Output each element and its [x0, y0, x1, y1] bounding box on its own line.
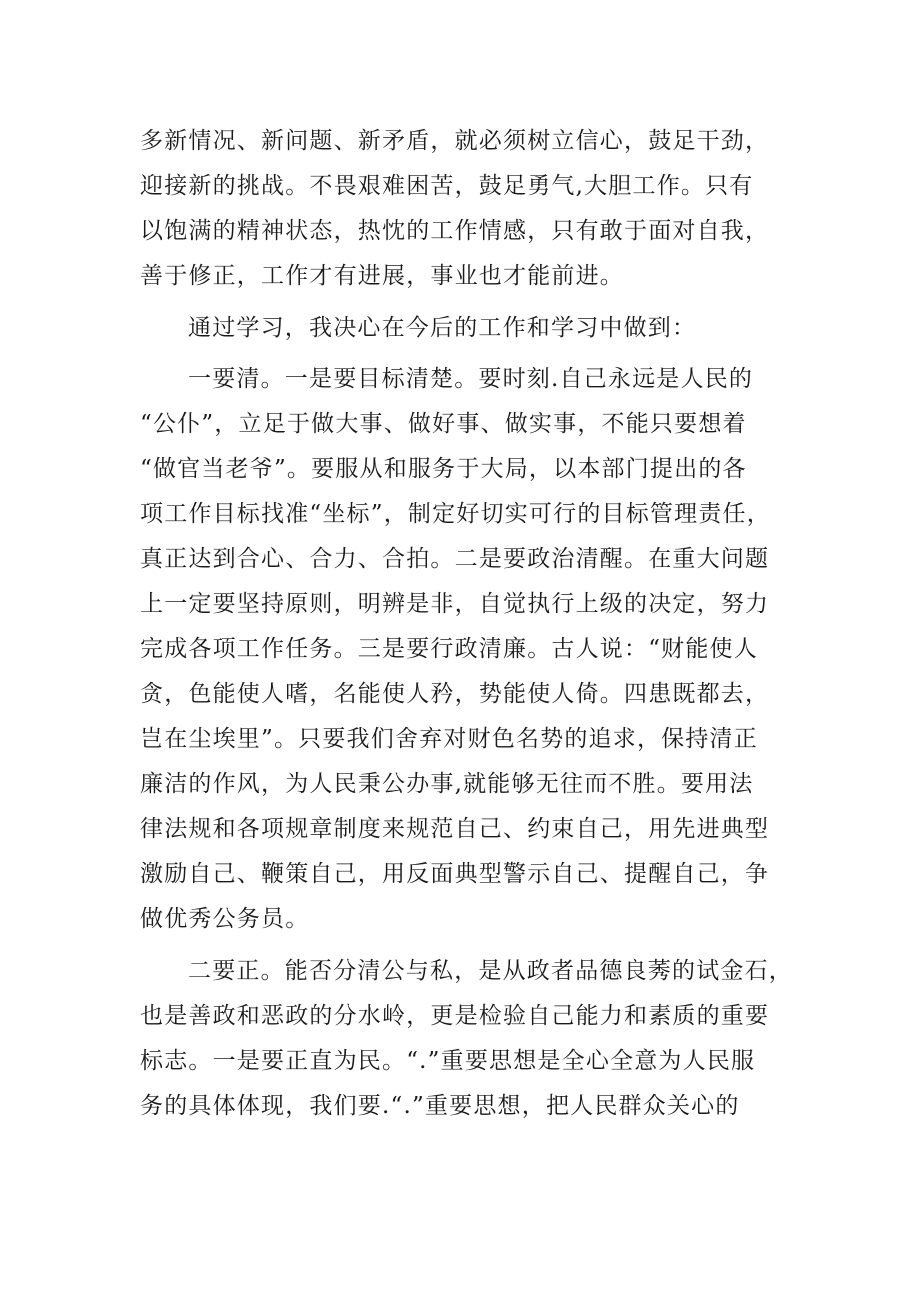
text-line: 通过学习，我决心在今后的工作和学习中做到： — [188, 315, 697, 341]
text-line: 完成各项工作任务。三是要行政清廉。古人说：“财能使人 — [140, 636, 758, 662]
text-line: 善于修正，工作才有进展，事业也才能前进。 — [140, 263, 624, 289]
text-line: 项工作目标找准“坐标”，制定好切实可行的目标管理责任， — [140, 501, 771, 527]
text-line: 廉洁的作风，为人民秉公办事,就能够无往而不胜。要用法 — [140, 771, 754, 797]
text-line: 做优秀公务员。 — [140, 906, 310, 932]
text-line: 律法规和各项规章制度来规范自己、约束自己，用先进典型 — [140, 816, 770, 842]
text-line: 以饱满的精神状态，热忱的工作情感，只有敢于面对自我， — [140, 218, 770, 244]
text-line: 也是善政和恶政的分水岭，更是检验自己能力和素质的重要 — [140, 1003, 770, 1029]
text-line: 激励自己、鞭策自己，用反面典型警示自己、提醒自己，争 — [140, 861, 770, 887]
text-line: “做官当老爷”。要服从和服务于大局，以本部门提出的各 — [140, 456, 747, 482]
text-line: 多新情况、新问题、新矛盾，就必须树立信心，鼓足干劲， — [140, 128, 770, 154]
text-line: 标志。一是要正直为民。“.”重要思想是全心全意为人民服 — [140, 1048, 756, 1074]
text-line: 岂在尘埃里”。只要我们舍弃对财色名势的追求，保持清正 — [140, 726, 758, 752]
text-line: 务的具体体现，我们要.“.”重要思想，把人民群众关心的 — [140, 1093, 740, 1119]
text-line: 上一定要坚持原则，明辨是非，自觉执行上级的决定，努力 — [140, 591, 770, 617]
text-line: 真正达到合心、合力、合拍。二是要政治清醒。在重大问题 — [140, 546, 770, 572]
text-line: 迎接新的挑战。不畏艰难困苦，鼓足勇气,大胆工作。只有 — [140, 173, 754, 199]
text-line: 二要正。能否分清公与私，是从政者品德良莠的试金石， — [188, 958, 793, 984]
text-line: 一要清。一是要目标清楚。要时刻.自己永远是人民的 — [188, 366, 754, 392]
text-line: “公仆”，立足于做大事、做好事、做实事，不能只要想着 — [140, 411, 747, 437]
text-line: 贪，色能使人嗜，名能使人矜，势能使人倚。四患既都去， — [140, 681, 770, 707]
